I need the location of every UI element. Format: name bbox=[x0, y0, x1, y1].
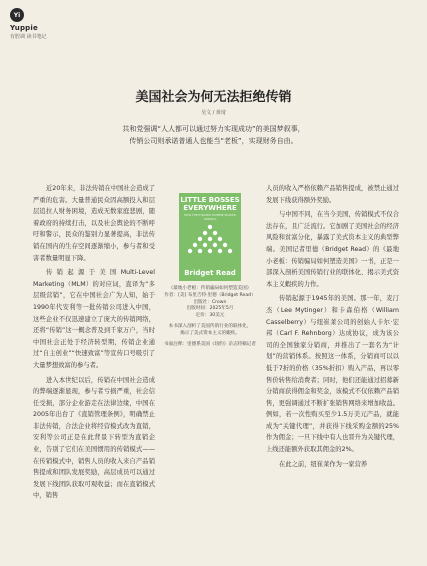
caption-line: 出版社：Crown bbox=[193, 299, 227, 305]
paragraph: 人员的收入严格依赖产品销售提成，被禁止通过发展下线获得额外奖励。 bbox=[266, 185, 399, 204]
book-cover-title bbox=[179, 197, 241, 212]
caption-line: 《最地小老板：传销骗局如何塑造美国》 bbox=[168, 286, 252, 291]
lead-line: 传销公司则承诺普通人也能当“老板”，实现财务自由。 bbox=[129, 137, 298, 145]
brand-name: Yuppie bbox=[10, 24, 38, 32]
paragraph: 进入本世纪以后，传销在中国社会造成的弊端逐渐显现，参与者亏损严重，社会信任受损，部分企业游走在法律边缘，中国在2005年出台了《直销管理条例》，明确禁止非法传销，合法企业将经营模式改为直销，安利等公司正是在此背景下转型为直销企业，告别了它们在美国惯用的传销模式——在传销模式中，销售人员的收入来自产品销售提成和团队发展奖励，高层成员可以通过发展下线团队获取可观收益；而在直销模式中，销售 bbox=[33, 376, 155, 500]
book-caption bbox=[157, 286, 263, 348]
paragraph: 近20年来，非法传销在中国社会造成了严重的危害。大量普通民众因高额投入和层层追拉人财务困境，造成无数家庭悲剧，随着政府的持续打击，以及社会舆论的不断呼吁和警示，民众的鉴别力显著提高，非法传销在国内的生存空间逐渐缩小，参与者和受害者数量明显下降。 bbox=[33, 185, 155, 262]
left-column bbox=[33, 183, 155, 505]
caption-line: 作者：[美] 布里吉特·里德（Bridget Read） bbox=[164, 292, 256, 298]
cover-title-line: LITTLE BOSSES bbox=[180, 196, 240, 204]
book-cover bbox=[179, 193, 241, 281]
pyramid-illustration-icon bbox=[185, 223, 235, 259]
article-lead bbox=[90, 123, 337, 147]
book-feature bbox=[157, 193, 263, 348]
paragraph: 传销起源于美国Multi-Level Marketing（MLM）的对应词，直译为“多层级营销”，它在中国社会广为人知，始于1990年代安利等一批传销公司进入中国，这些企业不仅迅速建立了庞大的传销网络，还将“传销”这一概念普及到千家万户，当时中国社会正处于经济转型期，传销企业通过“自主创业”“快速致富”等宣传口号吸引了大量梦想致富的参与者。 bbox=[33, 269, 155, 369]
brand-logo-icon: Yi bbox=[10, 8, 24, 22]
caption-line: 本书深入剖析了美国传销行业的联体化， bbox=[168, 323, 252, 329]
book-cover-author: Bridget Read bbox=[184, 269, 236, 277]
article-byline: 吴文 / 黄琦 bbox=[201, 110, 226, 116]
book-cover-subtitle: HOW THE PYRAMID SCHEME SHAPED AMERICA bbox=[184, 213, 236, 221]
caption-line: 出版时间：2025年5月 bbox=[186, 306, 234, 312]
caption-line: 定价：30美元 bbox=[195, 313, 225, 319]
brand-block bbox=[10, 8, 47, 40]
caption-line: 书面注释：里德系美国《纽约》杂志特稿记者 bbox=[164, 341, 256, 347]
cover-title-line: EVERYWHERE bbox=[183, 203, 237, 212]
paragraph: 与中国不同，在当今美国，传销模式不仅合法存在，且广泛流行。它加剧了美国社会的经济风险和贫富分化，暴露了美式资本主义的典型弊端。美国记者里德（Bridget Read）的《最地小老板：传销骗局如何塑造美国》一书，正是一部深入剖析美国传销行业的联体化、揭示美式资本主义蝦疾的力作。 bbox=[266, 211, 399, 288]
lead-line: 共和党强调“人人都可以通过努力实现成功”的美国梦叙事， bbox=[122, 125, 305, 133]
caption-line: 揭示了美式资本主义的蝦疾。 bbox=[180, 330, 240, 336]
right-column bbox=[266, 183, 399, 473]
brand-subtitle: 有腔调 读书笔记 bbox=[10, 34, 47, 40]
article-title: 美国社会为何无法拒绝传销 bbox=[135, 90, 292, 105]
paragraph: 传销起源于1945年的美国。那一年，麦汀杰（Lee Mytinger）和卡森伯格（William Casselberry）与纽崔莱公司的创始人卡尔·宏邦（Carl F. Rehnborg）达成协议，成为该公司的全国独家分销商，并推出了一套名为“计划”的营销体系。按照这一体系，分销商可以以低于7折的价格（35%折扣）购入产品，再以零售价转售给消费者；同时，他们还能通过招募新分销商获得佣金和奖金，该模式不仅依赖产品销售，更强调通过不断扩张销售网络来增加收益。例如，若一次性购买至少1.5万美元产品，就能成为“关键代理”，并获得下线采购金额的25%作为佣金；一旦下线中有人也晋升为关键代理，上线还能额外获取其佣金的2%。 bbox=[266, 295, 399, 454]
paragraph: 在此之前，纽崔莱作为一家营养 bbox=[279, 460, 368, 468]
